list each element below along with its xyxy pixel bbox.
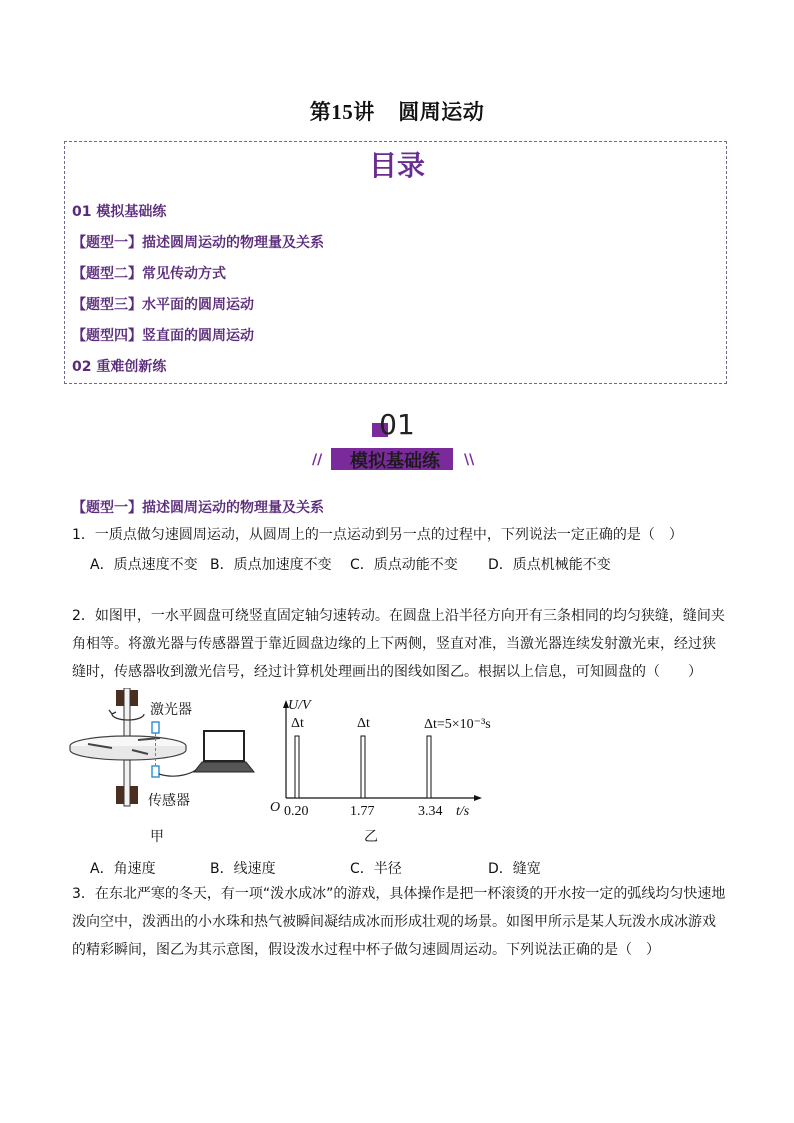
bearing-top-left [116, 690, 124, 706]
tick-label-3: 3.34 [418, 804, 443, 819]
question-type-heading: 【题型一】描述圆周运动的物理量及关系 [72, 500, 324, 516]
title-number: 15 [331, 100, 354, 124]
y-axis-label: U/V [288, 698, 311, 713]
q3-stem-line2: 泼向空中，泼洒出的小水珠和热气被瞬间凝结成冰而形成壮观的场景。如图甲所示是某人玩泼水成冰游戏 [72, 914, 716, 930]
toc-item-advanced[interactable]: 02 重难创新练 [72, 359, 167, 375]
laser-emitter-icon [152, 722, 159, 733]
q1-option-c[interactable]: C．质点动能不变 [350, 557, 458, 573]
sensor-label: 传感器 [148, 793, 190, 809]
pulse-label-2: Δt [357, 716, 370, 731]
toc-item-type3[interactable]: 【题型三】水平面的圆周运动 [72, 297, 254, 313]
q2-stem-line2: 角相等。将激光器与传感器置于靠近圆盘边缘的上下两侧，竖直对准，当激光器连续发射激光束，经过狭 [72, 636, 716, 652]
pulse-1 [295, 736, 299, 798]
pulse-label-3: Δt=5×10⁻³s [424, 717, 491, 732]
sensor-icon [152, 766, 159, 777]
q1-option-b[interactable]: B．质点加速度不变 [210, 557, 332, 573]
q1-option-a[interactable]: A．质点速度不变 [90, 557, 198, 573]
laptop-icon [204, 731, 244, 761]
q2-option-b[interactable]: B．线速度 [210, 861, 276, 877]
bearing-bottom-left [116, 786, 124, 804]
q2-option-d[interactable]: D．缝宽 [488, 861, 541, 877]
title-name: 圆周运动 [398, 99, 485, 124]
title-suffix: 讲 [353, 99, 375, 124]
laser-label: 激光器 [150, 702, 192, 718]
q3-stem-line3: 的精彩瞬间，图乙为其示意图，假设泼水过程中杯子做匀速圆周运动。下列说法正确的是（ ） [72, 942, 660, 958]
pulse-2 [361, 736, 365, 798]
page-title [0, 96, 794, 126]
q2-stem-line1: 2．如图甲，一水平圆盘可绕竖直固定轴匀速转动。在圆盘上沿半径方向开有三条相同的均匀狭缝，缝间夹 [72, 608, 725, 624]
toc-item-type2[interactable]: 【题型二】常见传动方式 [72, 266, 226, 282]
bearing-top-right [130, 690, 138, 706]
section-label: 模拟基础练 [350, 451, 440, 472]
origin-label: O [270, 800, 281, 815]
q2-stem-line3: 缝时，传感器收到激光信号，经过计算机处理画出的图线如图乙。根据以上信息，可知圆盘的（ ） [72, 664, 702, 680]
pulse-3 [427, 736, 431, 798]
toc-item-basic[interactable]: 01 模拟基础练 [72, 204, 167, 220]
pulse-label-1: Δt [291, 716, 304, 731]
banner-slash-left: // [312, 452, 323, 468]
toc-item-type4[interactable]: 【题型四】竖直面的圆周运动 [72, 328, 254, 344]
banner-slash-right: \\ [464, 452, 475, 468]
toc-item-type1[interactable]: 【题型一】描述圆周运动的物理量及关系 [72, 235, 324, 251]
q1-option-d[interactable]: D．质点机械能不变 [488, 557, 611, 573]
figure-b-caption: 乙 [364, 829, 378, 845]
x-axis-label: t/s [456, 804, 470, 819]
bearing-bottom-right [130, 786, 138, 804]
figure-a-caption: 甲 [150, 829, 164, 845]
tick-label-1: 0.20 [284, 804, 309, 819]
toc-heading: 目录 [368, 149, 425, 182]
q2-option-c[interactable]: C．半径 [350, 861, 402, 877]
q1-stem: 1．一质点做匀速圆周运动，从圆周上的一点运动到另一点的过程中，下列说法一定正确的是（ ） [72, 527, 683, 543]
q3-stem-line1: 3．在东北严寒的冬天，有一项“泼水成冰”的游戏，具体操作是把一杯滚烫的开水按一定的弧线均匀快速地 [72, 886, 726, 902]
title-prefix: 第 [309, 99, 332, 124]
q2-option-a[interactable]: A．角速度 [90, 861, 156, 877]
section-number: 01 [379, 408, 415, 441]
cable [159, 770, 196, 776]
tick-label-2: 1.77 [350, 804, 375, 819]
